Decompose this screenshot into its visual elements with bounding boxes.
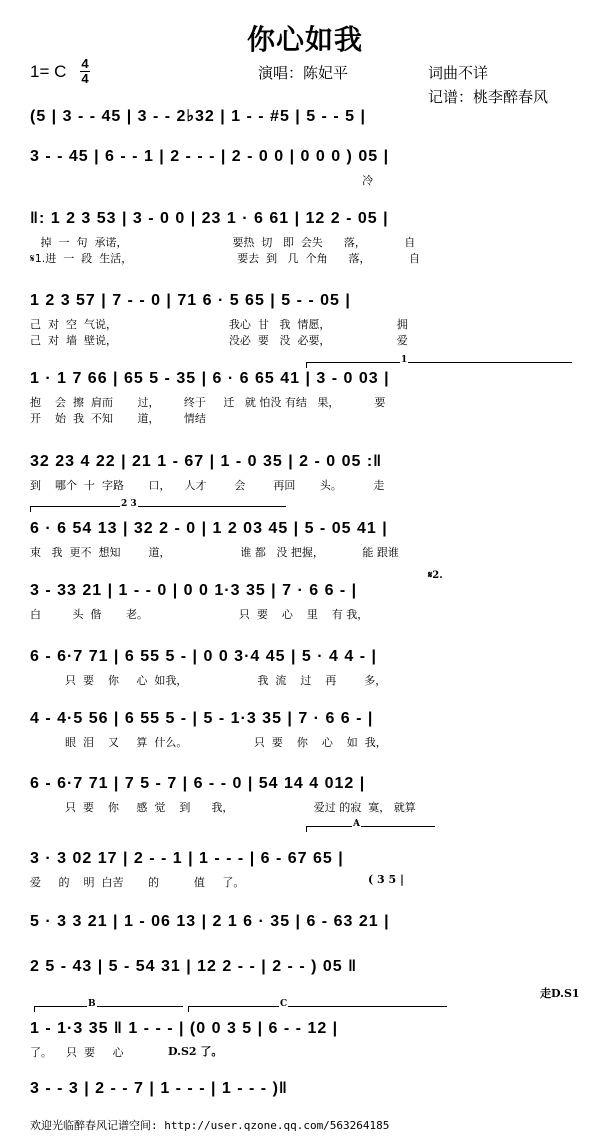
lyric-line: 只 要 你 感 觉 到 我， 爱过 的寂 寞， 就算 xyxy=(30,801,416,814)
footer-link[interactable]: 欢迎光临醉春风记谱空间: http://user.qzone.qq.com/563264185 xyxy=(30,1119,390,1132)
transcriber: 记谱：桃李醉春风 xyxy=(428,88,549,106)
lyric-line: 𝄋1.进 一 段 生活， 要去 到 几 个角 落， 自 xyxy=(30,252,421,265)
lyric-line: 冷 xyxy=(30,174,374,187)
lyric-line: 白 头 偕 老。 只 要 心 里 有 我， xyxy=(30,608,369,621)
notes-line: 3 - - 45 | 6 - - 1 | 2 - - - | 2 - 0 0 | 0 0 0 ) 05 | xyxy=(30,148,390,165)
notes-line: ‖: 1 2 3 53 | 3 - 0 0 | 23 1 · 6 61 | 12 2 - 05 | xyxy=(30,210,389,227)
notes-line: 3 · 3 02 17 | 2 - - 1 | 1 - - - | 6 - 67 65 | xyxy=(30,850,344,867)
notes-line: 32 23 4 22 | 21 1 - 67 | 1 - 0 35 | 2 - 0 05 :‖ xyxy=(30,453,383,470)
notes-line: 3 - - 3 | 2 - - 7 | 1 - - - | 1 - - - )‖ xyxy=(30,1080,288,1097)
singer: 演唱：陈妃平 xyxy=(258,64,349,82)
time-signature xyxy=(80,58,90,85)
lyric-line: 爱 的 明 白苦 的 值 了。 xyxy=(30,876,245,889)
segno-2: 𝄋2. xyxy=(428,570,443,581)
lyric-line: 开 始 我 不知 道， 情结 xyxy=(30,412,206,425)
lyricist-composer: 词曲不详 xyxy=(428,64,489,82)
lyric-line: 己 对 墙 壁说， 没必 要 没 必要， 爱 xyxy=(30,334,408,347)
notes-line: 6 - 6·7 71 | 7 5 - 7 | 6 - - 0 | 54 14 4 012 | xyxy=(30,775,366,792)
notes-line: 5 · 3 3 21 | 1 - 06 13 | 2 1 6 · 35 | 6 - 63 21 | xyxy=(30,913,390,930)
volta-bracket xyxy=(34,999,183,1012)
notes-line: 1 2 3 57 | 7 - - 0 | 71 6 · 5 65 | 5 - - 05 | xyxy=(30,292,351,309)
notes-line: (5 | 3 - - 45 | 3 - - 2♭32 | 1 - - #5 | 5 - - 5 | xyxy=(30,108,366,125)
lyric-line: 己 对 空 气说， 我心 甘 我 情愿， 拥 xyxy=(30,318,408,331)
time-signature-top: 4 xyxy=(81,56,89,71)
ds1-marker: 走D.S1 xyxy=(540,987,580,1000)
notes-line: 6 - 6·7 71 | 6 55 5 - | 0 0 3·4 45 | 5 · 4 4 - | xyxy=(30,648,377,665)
volta-label: B xyxy=(88,999,96,1009)
lyric-line: 眼 泪 又 算 什么。 只 要 你 心 如 我， xyxy=(30,736,387,749)
volta-bracket xyxy=(188,999,447,1012)
notes-line: 1 · 1 7 66 | 65 5 - 35 | 6 · 6 65 41 | 3 - 0 03 | xyxy=(30,370,390,387)
lyric-line: 束 我 更不 想知 道， 谁 都 没 把握， 能 跟谁 xyxy=(30,546,399,559)
lyric-line: 到 哪个 十 字路 口， 人才 会 再回 头。 走 xyxy=(30,479,385,492)
volta-label: A xyxy=(353,819,360,829)
ds2-marker: D.S2 了。 xyxy=(168,1045,223,1058)
volta-label: C xyxy=(280,999,288,1009)
song-title: 你心如我 xyxy=(246,23,363,56)
notes-line: 3 - 33 21 | 1 - - 0 | 0 0 1·3 35 | 7 · 6 6 - | xyxy=(30,582,358,599)
volta-bracket xyxy=(306,355,572,368)
intro-a-notes: ( 3 5 | xyxy=(368,873,405,886)
lyric-line: 抱 会 擦 肩而 过， 终于 迁 就 怕没 有结 果， 要 xyxy=(30,396,386,409)
notes-line: 4 - 4·5 56 | 6 55 5 - | 5 - 1·3 35 | 7 · 6 6 - | xyxy=(30,710,374,727)
volta-bracket xyxy=(30,499,286,512)
notes-line: 6 · 6 54 13 | 32 2 - 0 | 1 2 03 45 | 5 - 05 41 | xyxy=(30,520,388,537)
lyric-line: 了。 只 要 心 xyxy=(30,1046,124,1059)
lyric-line: 掉 一 句 承诺， 要热 切 即 会失 落， 自 xyxy=(30,236,416,249)
volta-bracket xyxy=(306,819,435,832)
notes-line: 1 - 1·3 35 ‖ 1 - - - | (0 0 3 5 | 6 - - 12 | xyxy=(30,1020,339,1037)
lyric-line: 只 要 你 心 如我， 我 流 过 再 多， xyxy=(30,674,387,687)
time-signature-bottom: 4 xyxy=(81,71,89,86)
volta-label: 2 3 xyxy=(121,499,137,509)
notes-line: 2 5 - 43 | 5 - 54 31 | 12 2 - - | 2 - - ) 05 ‖ xyxy=(30,958,358,975)
volta-label: 1 xyxy=(401,355,408,365)
key-signature: 1= C xyxy=(30,62,67,81)
